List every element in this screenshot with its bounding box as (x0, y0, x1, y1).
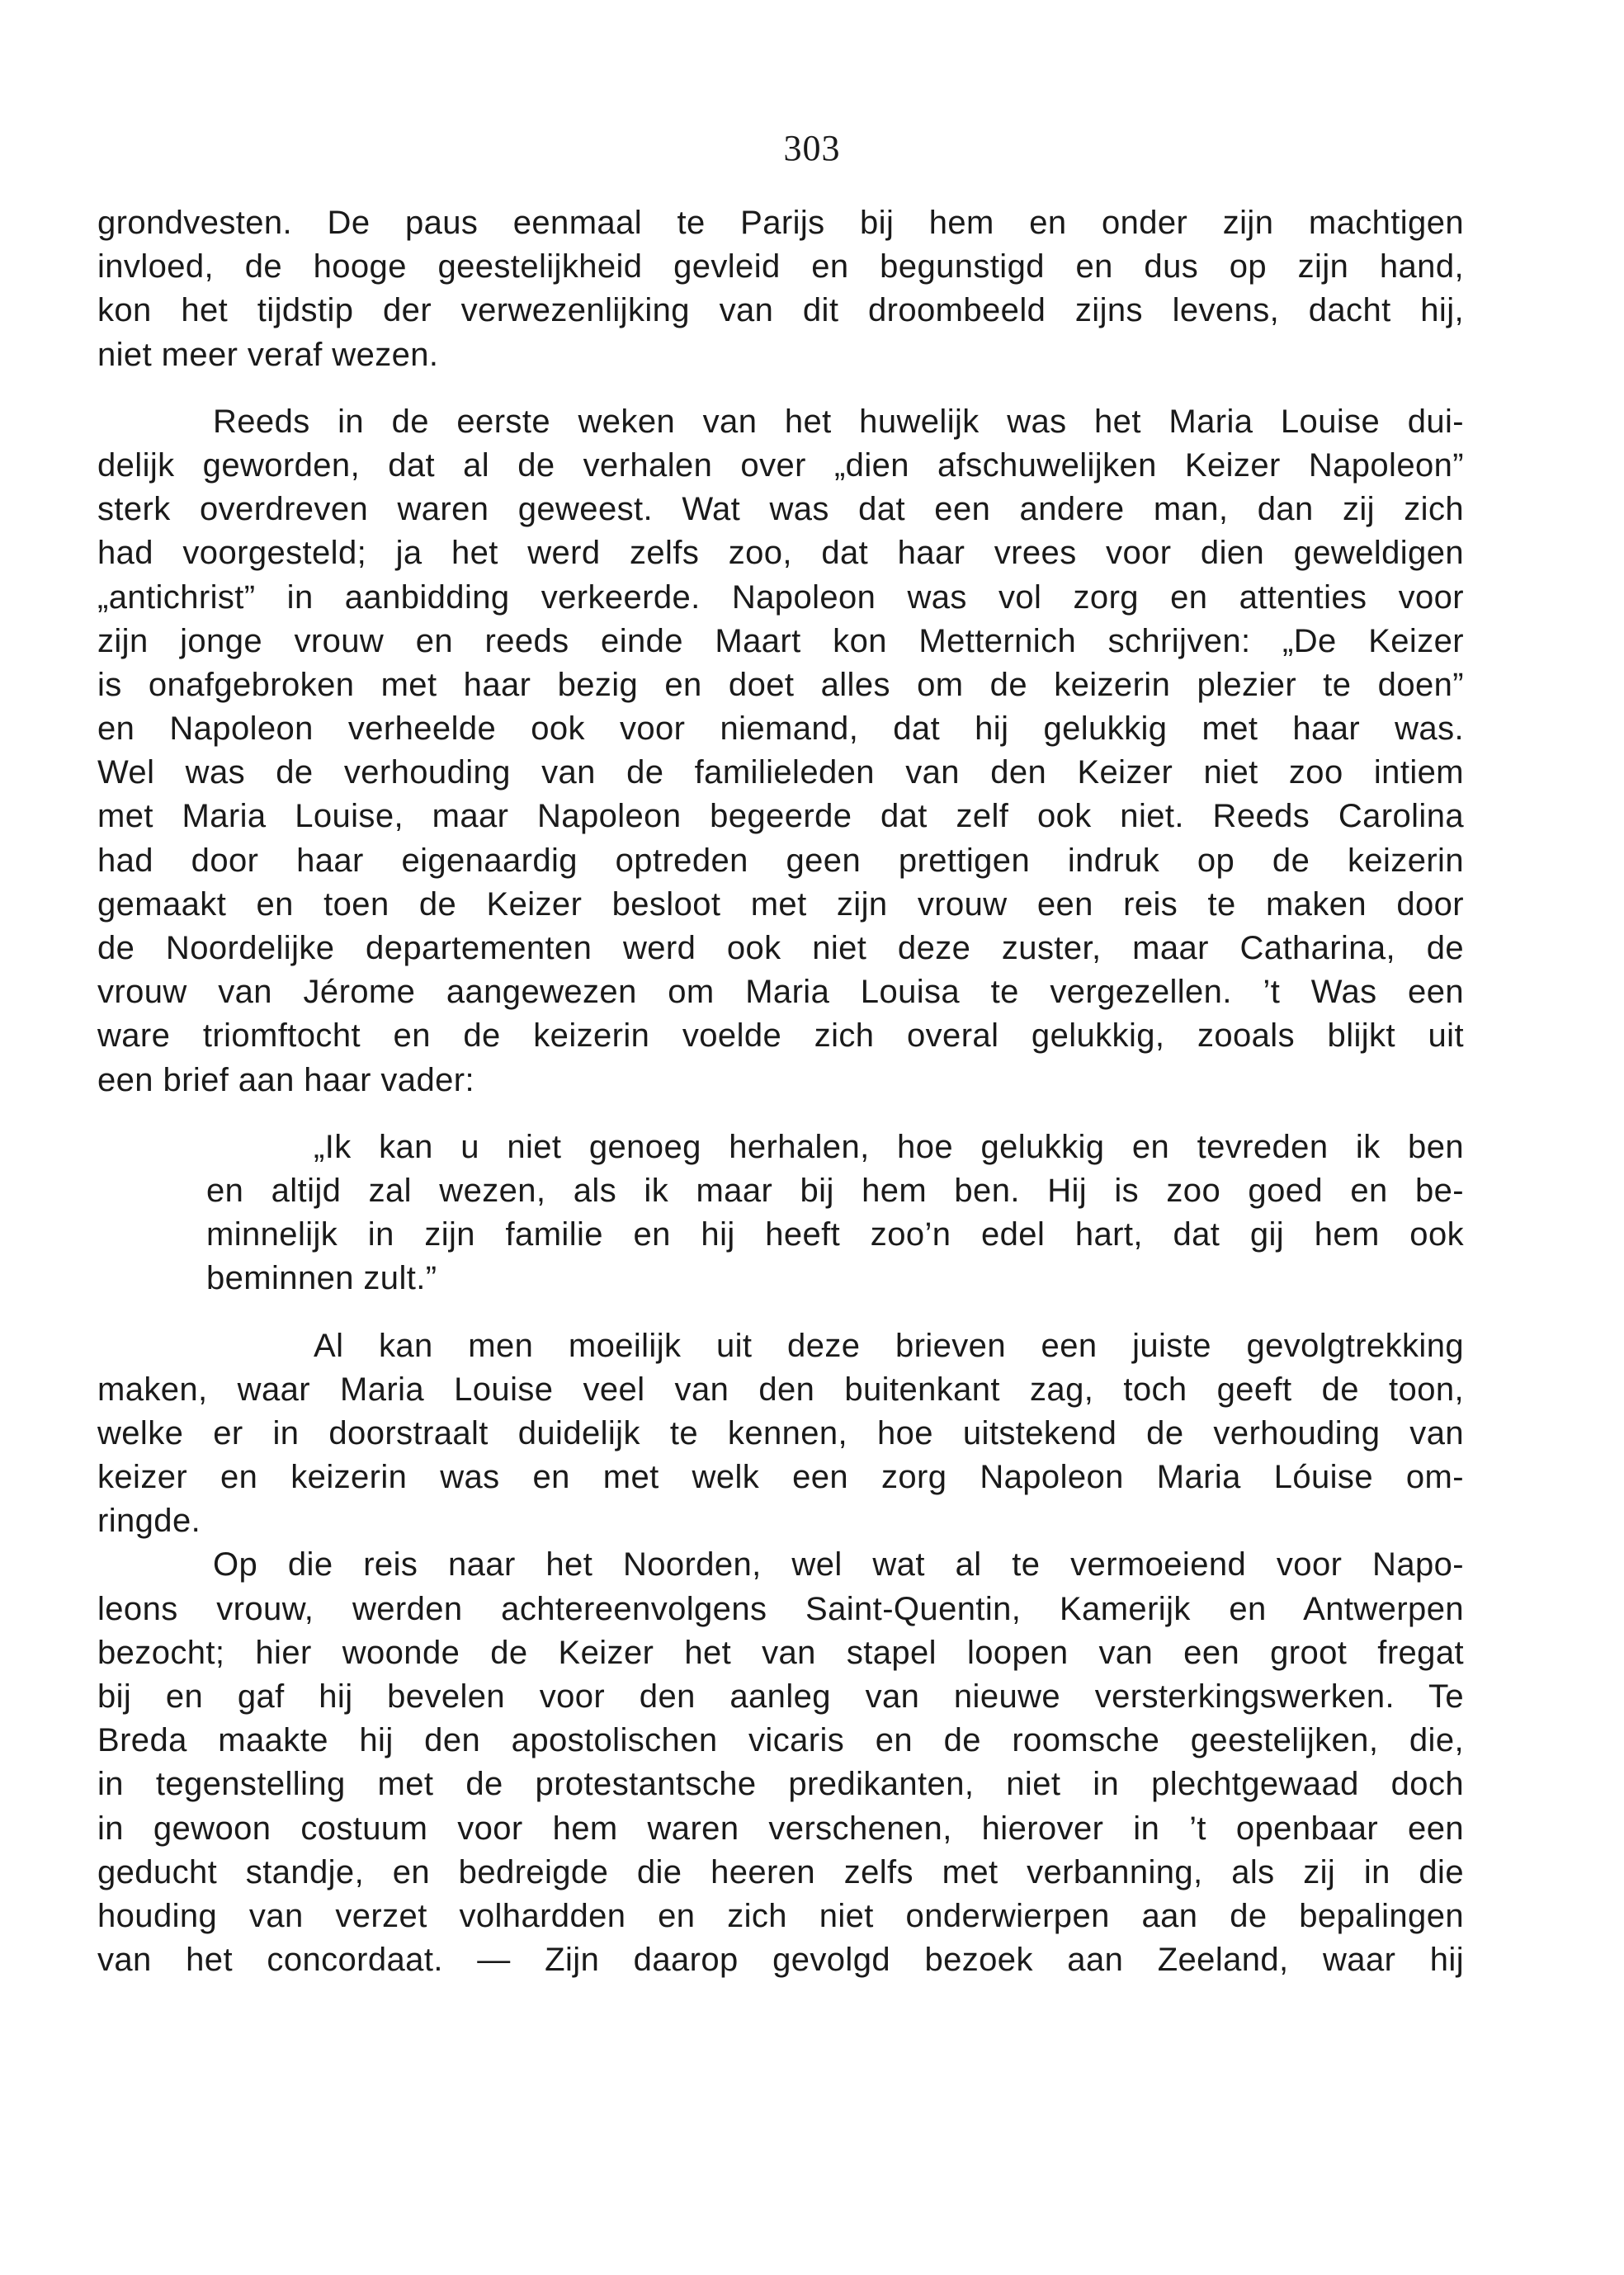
text-line: geducht standje, en bedreigde die heeren zelfs met verbanning, als zij in die (97, 1853, 1464, 1890)
paragraph-gap (97, 1102, 1464, 1126)
text-line: grondvesten. De paus eenmaal te Parijs bij hem en onder zijn machtigen (97, 205, 1464, 241)
text-line: had door haar eigenaardig optreden geen prettigen indruk op de keizerin (97, 842, 1464, 879)
text-line: in tegenstelling met de protestantsche predikanten, niet in plechtgewaad doch (97, 1766, 1464, 1803)
text-line: Al kan men moeilijk uit deze brieven een juiste gevolgtrekking (314, 1327, 1464, 1364)
text-line: ringde. (97, 1503, 201, 1540)
text-line: had voorgesteld; ja het werd zelfs zoo, dat haar vrees voor dien geweldigen (97, 535, 1464, 572)
text-line: ware triomftocht en de keizerin voelde zich overal gelukkig, zooals blijkt uit (97, 1017, 1464, 1055)
text-line: delijk geworden, dat al de verhalen over „dien afschuwelijken Keizer Napoleon” (97, 446, 1464, 484)
paragraph-gap (97, 1301, 1464, 1324)
text-line: Op die reis naar het Noorden, wel wat al te vermoeiend voor Napo- (213, 1546, 1464, 1584)
text-line: houding van verzet volhardden en zich niet onderwierpen aan de bepalingen (97, 1897, 1464, 1934)
text-line: de Noordelijke departementen werd ook niet deze zuster, maar Catharina, de (97, 930, 1464, 966)
quote-line: „Ik kan u niet genoeg herhalen, hoe gelukkig en tevreden ik ben (314, 1128, 1464, 1165)
paragraph-4 (97, 1543, 1464, 1982)
text-line: zijn jonge vrouw en reeds einde Maart kon Metternich schrijven: „De Keizer (97, 622, 1464, 659)
text-line: van het concordaat. — Zijn daarop gevolgd bezoek aan Zeeland, waar hij (97, 1942, 1464, 1979)
text-line: leons vrouw, werden achtereenvolgens Saint-Quentin, Kamerijk en Antwerpen (97, 1590, 1464, 1627)
text-line: kon het tijdstip der verwezenlijking van dit droombeeld zijns levens, dacht hij, (97, 292, 1464, 329)
paragraph-2 (97, 400, 1464, 1102)
text-line: een brief aan haar vader: (97, 1061, 474, 1098)
body-text (97, 201, 1464, 1982)
quote-line: en altijd zal wezen, als ik maar bij hem ben. Hij is zoo goed en be- (206, 1172, 1464, 1209)
text-line: is onafgebroken met haar bezig en doet alles om de keizerin plezier te doen” (97, 666, 1464, 703)
text-line: Wel was de verhouding van de familieleden van den Keizer niet zoo intiem (97, 754, 1464, 791)
page-number: 303 (783, 128, 841, 168)
text-line: maken, waar Maria Louise veel van den buitenkant zag, toch geeft de toon, (97, 1371, 1464, 1408)
text-line: in gewoon costuum voor hem waren verschenen, hierover in ’t openbaar een (97, 1810, 1464, 1847)
block-quote (97, 1126, 1464, 1301)
text-line: Breda maakte hij den apostolischen vicaris en de roomsche geestelijken, die, (97, 1722, 1464, 1759)
quote-line: beminnen zult.” (206, 1260, 437, 1297)
text-line: „antichrist” in aanbidding verkeerde. Napoleon was vol zorg en attenties voor (97, 578, 1464, 616)
text-line: niet meer veraf wezen. (97, 336, 439, 373)
text-line: en Napoleon verheelde ook voor niemand, dat hij gelukkig met haar was. (97, 710, 1464, 748)
paragraph-1 (97, 201, 1464, 377)
text-line: welke er in doorstraalt duidelijk te kennen, hoe uitstekend de verhouding van (97, 1414, 1464, 1451)
text-line: gemaakt en toen de Keizer besloot met zijn vrouw een reis te maken door (97, 885, 1464, 923)
text-line: bezocht; hier woonde de Keizer het van stapel loopen van een groot fregat (97, 1634, 1464, 1671)
text-line: invloed, de hooge geestelijkheid gevleid en begunstigd en dus op zijn hand, (97, 248, 1464, 286)
paragraph-3 (97, 1324, 1464, 1544)
text-line: sterk overdreven waren geweest. Wat was dat een andere man, dan zij zich (97, 491, 1464, 528)
text-line: vrouw van Jérome aangewezen om Maria Louisa te vergezellen. ’t Was een (97, 974, 1464, 1011)
text-line: Reeds in de eerste weken van het huwelijk was het Maria Louise dui- (213, 403, 1464, 440)
paragraph-gap (97, 377, 1464, 400)
text-line: met Maria Louise, maar Napoleon begeerde dat zelf ook niet. Reeds Carolina (97, 798, 1464, 835)
quote-line: minnelijk in zijn familie en hij heeft zoo’n edel hart, dat gij hem ook (206, 1216, 1464, 1253)
text-line: bij en gaf hij bevelen voor den aanleg van nieuwe versterkingswerken. Te (97, 1678, 1464, 1715)
text-line: keizer en keizerin was en met welk een zorg Napoleon Maria Lóuise om- (97, 1459, 1464, 1496)
